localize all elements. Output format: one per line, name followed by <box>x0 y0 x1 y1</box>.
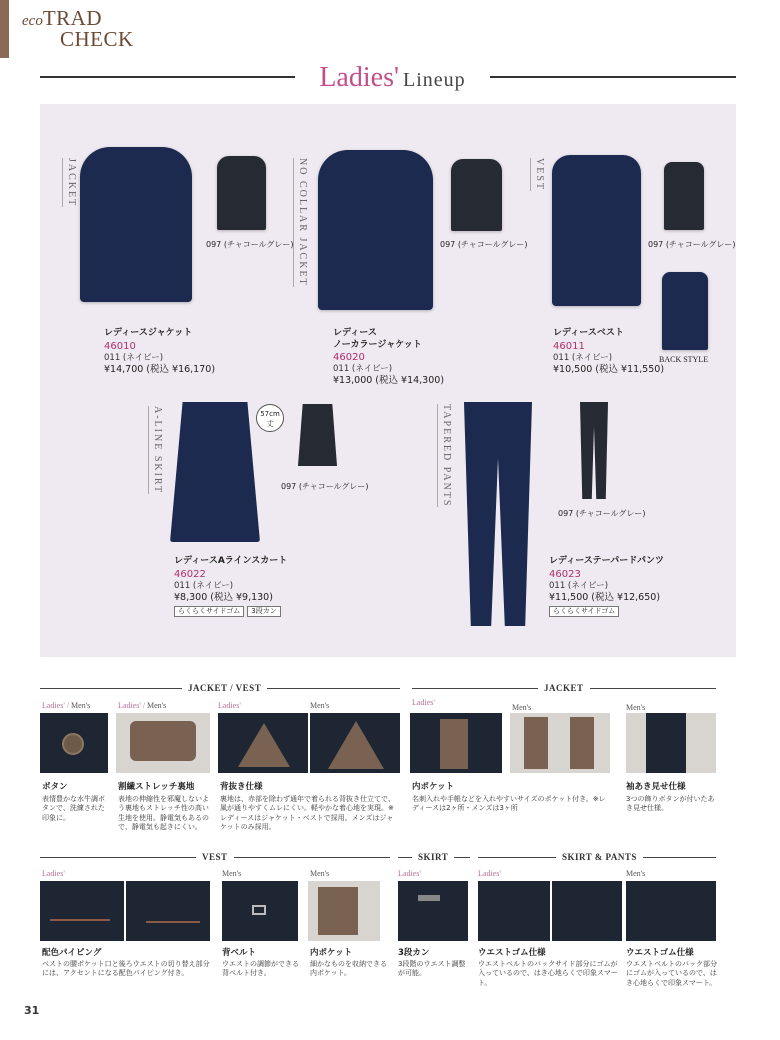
product-jacket-color: 011 (ネイビー) <box>104 352 164 363</box>
label-skirt: A-LINE SKIRT <box>148 406 163 494</box>
tag-belt-mens: Men's <box>222 869 242 878</box>
feature-rubber-ladies-title: ウエストゴム仕様 <box>478 948 546 958</box>
product-pants-name: レディーステーパードパンツ <box>549 556 665 566</box>
section-vest: VEST <box>196 852 234 862</box>
tag-rubber-mens: Men's <box>626 869 646 878</box>
jacket-gray-caption: 097 (チャコールグレー) <box>206 240 294 249</box>
tag-hook-ladies: Ladies' <box>398 869 421 878</box>
tag-pocket-mens: Men's <box>512 703 532 712</box>
feature-sleeve-title: 袖あき見せ仕様 <box>626 782 686 792</box>
tag-backvent-ladies: Ladies' <box>218 701 241 710</box>
tag-backvent-mens: Men's <box>310 701 330 710</box>
tag-sleeve-mens: Men's <box>626 703 646 712</box>
feature-piping-desc: ベストの腰ポケット口と後ろウエストの切り替え部分には、アクセントになる配色パイピング付き。 <box>42 960 210 978</box>
product-pants-code: 46023 <box>549 568 581 580</box>
photo-rubber-ladies-1 <box>478 881 550 941</box>
label-no-collar: NO COLLAR JACKET <box>293 158 308 287</box>
page-title <box>300 62 485 94</box>
photo-rubber-ladies-2 <box>552 881 622 941</box>
nocollar-gray-caption: 097 (チャコールグレー) <box>440 240 528 249</box>
photo-backvent-ladies <box>218 713 308 773</box>
photo-back-belt <box>222 881 298 941</box>
product-skirt-name: レディースAラインスカート <box>174 556 288 566</box>
jacket-gray-image <box>217 156 266 230</box>
title-rule-right <box>490 76 736 78</box>
skirt-length-badge <box>256 404 284 432</box>
feature-backvent-desc: 裏地は、赤部を除わず通年で着られる背抜き仕立てで、風が通りやすくムレにくい。軽やかな着心地を実現。※レディースはジャケット・ベストで採用。メンズはジャケットのみ採用。 <box>220 795 395 832</box>
skirt-gray-caption: 097 (チャコールグレー) <box>281 482 369 491</box>
product-vest-code: 46011 <box>553 340 585 352</box>
feature-rubber-mens-desc: ウエストベルトのバック部分にゴムが入っているので、はき心地らくで印象スマート。 <box>626 960 717 987</box>
label-pants: TAPERED PANTS <box>437 404 452 507</box>
product-skirt <box>174 556 287 618</box>
page-number: 31 <box>24 1004 40 1017</box>
brand-eco: eco <box>22 13 43 29</box>
feature-backvent-title: 背抜き仕様 <box>220 782 263 792</box>
jacket-navy-image <box>80 147 192 302</box>
product-pants-price: ¥11,500 (税込 ¥12,650) <box>549 591 661 603</box>
photo-inner-pocket-ladies <box>410 713 502 773</box>
product-vest <box>553 328 664 376</box>
brand-check: CHECK <box>60 27 134 51</box>
skirt-gray-image <box>298 404 337 466</box>
tag-mens: Men's <box>147 701 167 710</box>
title-rule-left <box>40 76 295 78</box>
product-skirt-tag2: 3段カン <box>247 606 280 617</box>
section-jacket-vest: JACKET / VEST <box>182 683 267 693</box>
label-vest: VEST <box>530 158 545 191</box>
vest-gray-image <box>664 162 704 230</box>
photo-piping-1 <box>40 881 124 941</box>
photo-piping-2 <box>126 881 210 941</box>
section-jacket: JACKET <box>538 683 590 693</box>
title-lineup: Lineup <box>403 69 466 91</box>
vest-navy-image <box>552 155 641 306</box>
pants-gray-caption: 097 (チャコールグレー) <box>558 509 646 518</box>
skirt-navy-image <box>170 402 260 542</box>
tag-ladies: Ladies' <box>118 701 141 710</box>
product-vest-price: ¥10,500 (税込 ¥11,550) <box>553 363 665 375</box>
feature-hook-desc: 3段階のウエスト調整が可能。 <box>398 960 466 978</box>
product-skirt-price: ¥8,300 (税込 ¥9,130) <box>174 591 273 603</box>
feature-rubber-ladies-desc: ウエストベルトのバックサイド部分にゴムが入っているので、はき心地らくで印象スマート。 <box>478 960 618 987</box>
photo-hook <box>398 881 468 941</box>
brand-bar <box>0 0 9 58</box>
product-pants <box>549 556 664 618</box>
tag-mens: Men's <box>71 701 91 710</box>
tag-vestpocket-mens: Men's <box>310 869 330 878</box>
product-jacket-code: 46010 <box>104 340 136 352</box>
feature-button-desc: 表情豊かな水牛調ボタンで、洗練された印象に。 <box>42 795 105 822</box>
feature-rubber-mens-title: ウエストゴム仕様 <box>626 948 694 958</box>
nocollar-gray-image <box>451 159 502 231</box>
tag-pocket-ladies: Ladies' <box>412 698 435 707</box>
nocollar-navy-image <box>318 150 433 310</box>
product-jacket-name: レディースジャケット <box>104 328 193 338</box>
product-jacket-price: ¥14,700 (税込 ¥16,170) <box>104 363 216 375</box>
feature-back-belt-title: 背ベルト <box>222 948 257 958</box>
section-skirt-pants: SKIRT & PANTS <box>556 852 643 862</box>
product-pants-tag1: らくらくサイドゴム <box>549 606 619 617</box>
back-style-caption: BACK STYLE <box>659 355 709 364</box>
feature-lining-desc: 表地の伸縮性を邪魔しないよう裏地もストレッチ性の高い生地を使用。静電気もあるので、静電気も起きにくい。 <box>118 795 209 832</box>
product-nocollar-code: 46020 <box>333 352 365 364</box>
vest-back-image <box>662 272 708 350</box>
label-jacket: JACKET <box>62 158 77 207</box>
brand-trad: TRAD <box>42 6 102 30</box>
photo-lining <box>116 713 210 773</box>
skirt-length-sub: 丈 <box>266 420 274 428</box>
product-nocollar-name2: ノーカラージャケット <box>333 339 422 350</box>
skirt-length-unit: cm <box>269 410 280 418</box>
product-skirt-tag1: らくらくサイドゴム <box>174 606 244 617</box>
product-vest-color: 011 (ネイビー) <box>553 352 613 363</box>
photo-sleeve <box>626 713 716 773</box>
feature-inner-pocket-title: 内ポケット <box>412 782 455 792</box>
feature-vest-pocket-title: 内ポケット <box>310 948 353 958</box>
tag-button-ladies-mens: Ladies' / Men's <box>42 701 91 710</box>
feature-lining-title: 割繊ストレッチ裏地 <box>118 782 195 792</box>
product-vest-name: レディースベスト <box>553 328 624 338</box>
vest-gray-caption: 097 (チャコールグレー) <box>648 240 736 249</box>
feature-back-belt-desc: ウエストの調節ができる背ベルト付き。 <box>222 960 299 978</box>
feature-sleeve-desc: 3つの飾りボタンが付いたあき見せ仕様。 <box>626 795 715 813</box>
product-pants-color: 011 (ネイビー) <box>549 580 609 591</box>
product-nocollar-color: 011 (ネイビー) <box>333 364 393 375</box>
photo-button <box>40 713 108 773</box>
product-skirt-code: 46022 <box>174 568 206 580</box>
skirt-length-value: 57 <box>260 410 270 418</box>
feature-vest-pocket-desc: 細かなものを収納できる内ポケット。 <box>310 960 387 978</box>
product-nocollar <box>333 328 444 388</box>
tag-piping-ladies: Ladies' <box>42 869 65 878</box>
product-skirt-color: 011 (ネイビー) <box>174 580 234 591</box>
product-jacket <box>104 328 215 376</box>
section-skirt: SKIRT <box>412 852 454 862</box>
product-nocollar-price: ¥13,000 (税込 ¥14,300) <box>333 375 445 387</box>
product-nocollar-name1: レディース <box>333 328 377 338</box>
tag-lining-ladies-mens: Ladies' / Men's <box>118 701 167 710</box>
brand-logo <box>22 8 134 50</box>
tag-ladies: Ladies' <box>42 701 65 710</box>
photo-vest-pocket <box>308 881 380 941</box>
photo-backvent-mens <box>310 713 400 773</box>
feature-hook-title: 3段カン <box>398 948 430 958</box>
photo-rubber-mens <box>626 881 716 941</box>
photo-inner-pocket-mens <box>510 713 610 773</box>
feature-piping-title: 配色パイピング <box>42 948 102 958</box>
tag-rubber-ladies: Ladies' <box>478 869 501 878</box>
feature-button-title: ボタン <box>42 782 68 792</box>
title-ladies: Ladies' <box>319 62 400 93</box>
feature-inner-pocket-desc: 名刺入れや手帳などを入れやすいサイズのポケット付き。※レディースは2ヶ所・メンズは3ヶ所 <box>412 795 606 813</box>
